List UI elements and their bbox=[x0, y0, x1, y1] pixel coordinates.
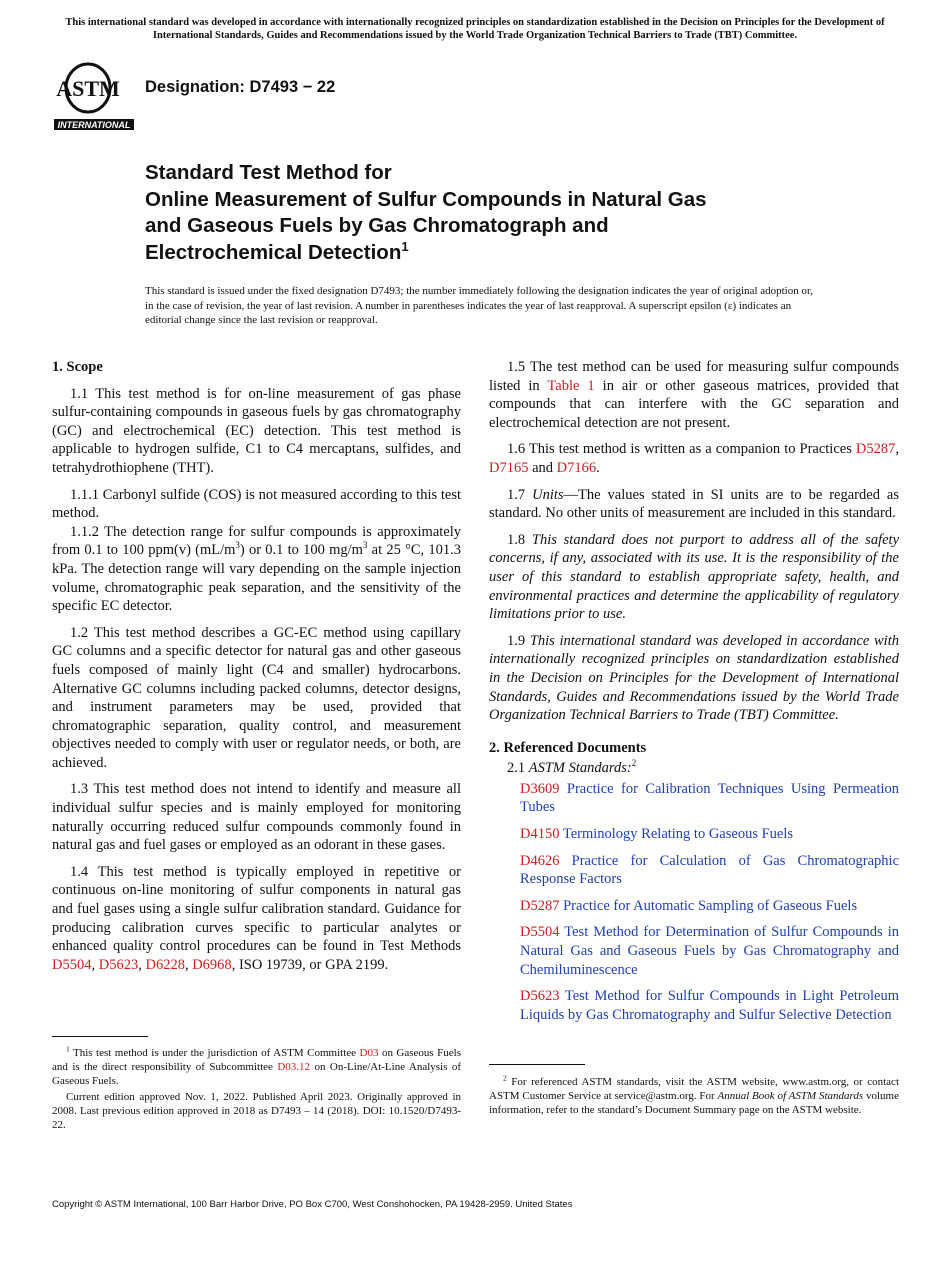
para-1-9: 1.9 This international standard was developed in accordance with internationally recognized principles on standardization established in the Decision on Principles for the Development of International Standards, Guides and Recommendations issued by the World Trade Organization Technical Barriers to Trade (TBT) Committee. bbox=[489, 632, 899, 724]
astm-international-logo bbox=[52, 58, 136, 132]
para-1-1-1: 1.1.1 Carbonyl sulfide (COS) is not measured according to this test method. bbox=[52, 486, 461, 522]
footnote-rule-left bbox=[52, 1036, 148, 1037]
para-1-1-2: 1.1.2 The detection range for sulfur compounds is approximately from 0.1 to 100 ppm(v) $(mL/m^3)$ or 0.1 to 100 $mg/m^3$ at 25 °C, 101.3 kPa. The detection range will vary depending on the sample injection volume, chromatographic peak separation, and the sensitivity of the specific EC detector. bbox=[52, 523, 462, 615]
link-d5504[interactable]: D5504 bbox=[52, 956, 92, 973]
referenced-documents-heading: 2. Referenced Documents bbox=[489, 739, 647, 756]
link-d6968[interactable]: D6968 bbox=[192, 956, 232, 973]
copyright-footer: Copyright © ASTM International, 100 Barr Harbor Drive, PO Box C700, West Conshohocken, PA 19428-2959. United States bbox=[52, 1199, 573, 1210]
reference-item[interactable]: D3609 Practice for Calibration Techniques Using Permeation Tubes bbox=[520, 780, 899, 816]
link-d5287[interactable]: D5287 bbox=[855, 441, 896, 458]
document-title bbox=[145, 160, 865, 266]
footnote-1: $^1$ This test method is under the jurisdiction of ASTM Committee D03 on Gaseous Fuels and is the direct responsibility of Subcommittee D03.12 on On-Line/At-Line Analysis of Gaseous Fuels. Current edition approved Nov. 1, 2022. Published April 2023. Originally approved in 2008. Last previous edition approved in 2018 as D7493 – 14 (2018). DOI: 10.1520/D7493-22. bbox=[52, 1044, 462, 1131]
reference-item[interactable]: D5623 Test Method for Sulfur Compounds in Light Petroleum Liquids by Gas Chromatography and Sulfur Selective Detection bbox=[520, 988, 899, 1023]
logo-subtext: INTERNATIONAL bbox=[57, 120, 131, 130]
reference-item[interactable]: D5504 Test Method for Determination of Sulfur Compounds in Natural Gas and Gaseous Fuels by Gas Chromatography and Chemiluminescence bbox=[520, 924, 899, 978]
para-1-1: 1.1 This test method is for on-line measurement of gas phase sulfur-containing compounds in gaseous fuels by gas chromatography (GC) and electrochemical (EC) detection. This test method is applicable to hydrogen sulfide, C1 to C4 mercaptans, sulfides, and tetrahydrothiophene (THT). bbox=[52, 385, 461, 476]
issued-statement: This standard is issued under the fixed designation D7493; the number immediately following the designation indicates the year of original adoption or, in the case of revision, the year of last revision. A number in parentheses indicates the year of last reapproval. A superscript epsilon (ε) indicates an editorial change since the last revision or reapproval. bbox=[145, 285, 813, 326]
reference-list bbox=[489, 780, 899, 1025]
reference-item[interactable]: D5287 Practice for Automatic Sampling of Gaseous Fuels bbox=[520, 897, 858, 914]
para-1-7: 1.7 Units—The values stated in SI units are to be regarded as standard. No other units of measurement are included in this standard. bbox=[489, 486, 899, 522]
link-d7165[interactable]: D7165 bbox=[489, 459, 529, 476]
right-column bbox=[489, 358, 899, 1032]
logo-text: ASTM bbox=[56, 76, 120, 101]
footnote-rule-right bbox=[489, 1064, 585, 1065]
reference-item[interactable]: D4626 Practice for Calculation of Gas Chromatographic Response Factors bbox=[520, 852, 900, 888]
para-1-8: 1.8 This standard does not purport to address all of the safety concerns, if any, associated with its use. It is the responsibility of the user of this standard to establish appropriate safety, health, and environmental practices and determine the applicability of regulatory limitations prior to use. bbox=[489, 531, 900, 623]
title-footnote-mark: 1 bbox=[401, 238, 409, 254]
para-1-6: 1.6 This test method is written as a companion to Practices D5287, D7165 and D7166. bbox=[489, 441, 899, 476]
title-line-1: Standard Test Method for bbox=[145, 161, 392, 184]
para-1-5: 1.5 The test method can be used for measuring sulfur compounds listed in Table 1 in air or other gaseous matrices, provided that compounds that can interfere with the GC separation and electrochemical detection are not present. bbox=[489, 359, 899, 431]
para-1-4: 1.4 This test method is typically employed in repetitive or continuous on-line monitoring of sulfur components in natural gas and fuel gases using a single sulfur calibration standard. Guidance for producing calibration curves specific to particular analytes or enhanced quality control procedures can be found in Test Methods D5504, D5623, D6228, D6968, ISO 19739, or GPA 2199. bbox=[52, 863, 461, 973]
footnote-2: $^2$ For referenced ASTM standards, visit the ASTM website, www.astm.org, or contact ASTM Customer Service at service@astm.org. For Annual Book of ASTM Standards volume information, refer to the standard’s Document Summary page on the ASTM website. bbox=[489, 1073, 899, 1116]
top-notice: This international standard was developed in accordance with internationally recognized principles on standardization established in the Decision on Principles for the Development of International Standards, Guides and Recommendations issued by the World Trade Organization Technical Barriers to Trade (TBT) Committee. bbox=[65, 17, 885, 41]
link-d7166[interactable]: D7166 bbox=[556, 459, 597, 476]
title-line-4: Electrochemical Detection$^1$ bbox=[145, 238, 409, 264]
para-1-3: 1.3 This test method does not intend to identify and measure all individual sulfur species and is mainly employed for monitoring naturally occurring reduced sulfur compounds commonly found in natural gas and fuel gases or employed as an odorant in these gases. bbox=[52, 781, 461, 854]
link-d03-12[interactable]: D03.12 bbox=[277, 1061, 311, 1073]
designation: Designation: D7493 − 22 bbox=[145, 78, 336, 96]
reference-item[interactable]: D4150 Terminology Relating to Gaseous Fuels bbox=[520, 826, 794, 843]
link-table-1[interactable]: Table 1 bbox=[547, 377, 595, 394]
link-d03[interactable]: D03 bbox=[359, 1047, 379, 1059]
para-1-2: 1.2 This test method describes a GC-EC method using capillary GC columns and a specific detector for natural gas and other gaseous fuels composed of mainly light (C4 and smaller) hydrocarbons. Alternative GC columns including packed columns, detector designs, and instrument parameters may be used, provided that chromatographic separation, quality control, and measurement objectives needed to comply with user or regulator needs, or both, are achieved. bbox=[52, 624, 461, 771]
link-d5623[interactable]: D5623 bbox=[98, 956, 139, 973]
left-column bbox=[52, 358, 461, 982]
title-line-2: Online Measurement of Sulfur Compounds in Natural Gas bbox=[145, 187, 707, 211]
link-d6228[interactable]: D6228 bbox=[145, 956, 185, 973]
title-line-3: and Gaseous Fuels by Gas Chromatograph and bbox=[145, 214, 609, 237]
para-2-1: 2.1 ASTM Standards:$^2$ bbox=[507, 758, 637, 777]
scope-heading: 1. Scope bbox=[52, 359, 103, 375]
footnote-1-edition: Current edition approved Nov. 1, 2022. Published April 2023. Originally approved in 2008. Last previous edition approved in 2018 as D7493 – 14 (2018). DOI: 10.1520/D7493-22. bbox=[52, 1091, 461, 1131]
